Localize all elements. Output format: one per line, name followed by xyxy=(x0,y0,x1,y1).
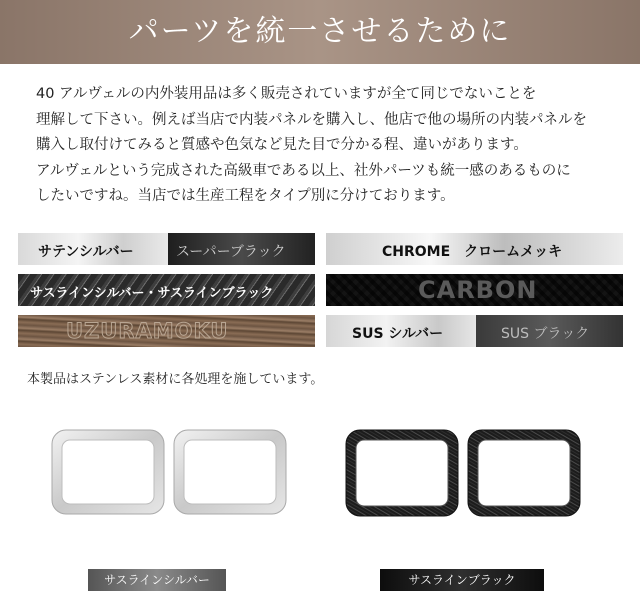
carbon-label: CARBON xyxy=(418,276,538,304)
black-frame-left xyxy=(346,430,458,516)
satin-silver-label: サテンシルバー xyxy=(38,244,134,260)
intro-line: アルヴェルという完成された高級車である以上、社外パーツも統一感のあるものに xyxy=(36,162,571,179)
intro-line: 理解して下さい。例えば当店で内装パネルを購入し、他店で他の場所の内装パネルを xyxy=(36,111,587,128)
uzuramoku-label: UZURAMOKU xyxy=(66,319,229,343)
silver-frame-right xyxy=(174,430,286,514)
hairline-label: サスラインシルバー・サスラインブラック xyxy=(30,286,274,301)
intro-line: したいですね。当店では生産工程をタイプ別に分けております。 xyxy=(36,188,455,204)
black-frame-right xyxy=(468,430,580,516)
intro-line: 購入し取付けてみると質感や色気など見た目で分かる程、違いがあります。 xyxy=(36,137,528,153)
chrome-label: CHROME クロームメッキ xyxy=(382,244,563,260)
caption-silver: サスラインシルバー xyxy=(88,569,226,591)
page-title: パーツを統一させるために xyxy=(128,14,512,49)
intro-line: 40 アルヴェルの内外装用品は多く販売されていますが全て同じでないことを xyxy=(36,86,537,102)
super-black-label: スーパーブラック xyxy=(176,244,286,260)
material-note: 本製品はステンレス素材に各処理を施しています。 xyxy=(27,372,324,387)
silver-frame-left xyxy=(52,430,164,514)
sus-silver-label: SUS シルバー xyxy=(352,326,444,342)
caption-black: サスラインブラック xyxy=(380,569,544,591)
sus-black-label: SUS ブラック xyxy=(501,326,590,342)
